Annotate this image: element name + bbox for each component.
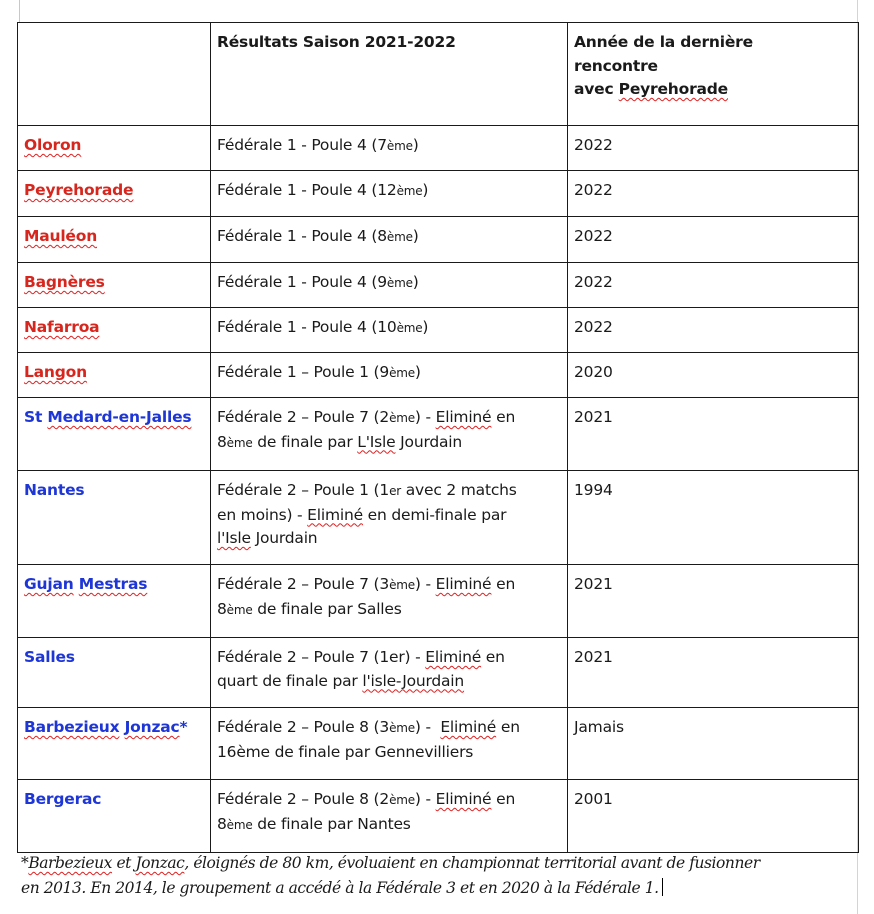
club-cell (18, 171, 211, 217)
year-cell: 1994 (568, 471, 859, 565)
result-division: Fédérale 2 – Poule 7 (3 (217, 575, 390, 593)
year-cell: 2022 (568, 126, 859, 171)
result-cell (211, 263, 568, 308)
header-line-1: Année de la dernière (574, 33, 753, 51)
club-name-prefix: St (24, 408, 48, 426)
result-division: Fédérale 2 – Poule 7 (1er) - (217, 648, 426, 666)
rank-suffix: ème (396, 321, 423, 335)
club-name: Oloron (24, 136, 82, 154)
year-cell: 2021 (568, 638, 859, 708)
rank-suffix: ème (389, 578, 415, 592)
table-row (18, 565, 859, 638)
elimination-rest: en (496, 718, 520, 736)
result-tail: ) (422, 181, 429, 199)
rank-suffix: ème (386, 230, 413, 244)
round-text: 16ème de finale par Gennevilliers (217, 742, 474, 761)
elimination-word: Eliminé (307, 505, 363, 524)
club-cell (18, 398, 211, 471)
result-tail: avec 2 matchs (400, 481, 517, 499)
result-tail: ) (414, 363, 421, 381)
result-division: Fédérale 1 - Poule 4 (7 (217, 136, 387, 154)
elimination-rest: en (491, 575, 516, 593)
elimination-word: Eliminé (440, 718, 497, 736)
result-tail: ) (412, 273, 419, 291)
round-text: de finale par Nantes (252, 814, 411, 833)
rank-suffix: ème (389, 721, 415, 735)
opponent-name: L'Isle (357, 432, 396, 451)
club-footnote-star: * (179, 718, 188, 736)
footnote-star: * (21, 854, 29, 872)
result-cell (211, 126, 568, 171)
club-cell (18, 471, 211, 565)
club-name: Barbezieux (24, 718, 120, 736)
year-cell: 2022 (568, 217, 859, 263)
result-line-2: en moins) - (217, 505, 308, 524)
header-line-3-name: Peyrehorade (618, 80, 728, 98)
year-cell: 2021 (568, 398, 859, 471)
table-header-row (18, 23, 859, 126)
rank-suffix: ème (396, 184, 423, 198)
result-cell (211, 471, 568, 565)
opponent-tail: Jourdain (250, 529, 318, 547)
club-name: Langon (24, 363, 87, 381)
elimination-word: Eliminé (435, 790, 492, 808)
club-cell (18, 308, 211, 353)
club-cell (18, 638, 211, 708)
club-name: Nantes (24, 481, 85, 499)
footnote-club-2: Jonzac (135, 854, 185, 872)
club-name-2: Jonzac (124, 718, 180, 736)
club-name: Nafarroa (24, 318, 100, 336)
year-cell: 2021 (568, 565, 859, 638)
result-tail: ) - (414, 408, 436, 426)
header-cell-results: Résultats Saison 2021-2022 (211, 23, 568, 126)
opponent-tail: Jourdain (395, 432, 463, 451)
rank-suffix: ème (389, 793, 415, 807)
round-number: 8 (217, 432, 227, 451)
text-cursor (662, 878, 663, 896)
result-cell (211, 171, 568, 217)
club-cell (18, 565, 211, 638)
year-cell: 2022 (568, 308, 859, 353)
result-cell (211, 708, 568, 780)
rank-suffix: ème (386, 276, 413, 290)
club-name-2: Mestras (78, 575, 148, 593)
club-name: Peyrehorade (24, 181, 134, 199)
round-suffix: ème (226, 602, 253, 617)
elimination-rest: en demi-finale par (362, 505, 507, 524)
rank-suffix: ème (389, 366, 415, 380)
elimination-rest: en (481, 648, 505, 666)
footnote-line-2: en 2013. En 2014, le groupement a accédé à la Fédérale 3 et en 2020 à la Fédérale 1. (21, 878, 659, 897)
result-division: Fédérale 2 – Poule 7 (2 (217, 408, 390, 426)
result-tail: ) (412, 227, 419, 245)
year-cell: 2001 (568, 780, 859, 853)
year-cell: 2020 (568, 353, 859, 398)
round-text: de finale par (252, 432, 358, 451)
result-cell (211, 353, 568, 398)
table-row (18, 263, 859, 308)
rank-suffix: ème (386, 139, 413, 153)
table-row (18, 308, 859, 353)
table-row (18, 780, 859, 853)
club-name: Medard-en-Jalles (47, 408, 192, 426)
footnote (21, 851, 861, 900)
table-row (18, 708, 859, 780)
footnote-club-1: Barbezieux (28, 854, 112, 872)
club-name: Gujan (24, 575, 74, 593)
round-number: 8 (217, 814, 227, 833)
round-suffix: ème (226, 435, 253, 450)
result-division: Fédérale 2 – Poule 1 (1 (217, 481, 390, 499)
club-cell (18, 708, 211, 780)
club-name: Bagnères (24, 273, 105, 291)
result-cell (211, 217, 568, 263)
table-row (18, 217, 859, 263)
club-cell (18, 126, 211, 171)
table-row (18, 471, 859, 565)
header-line-3-prefix: avec (574, 80, 619, 98)
result-cell (211, 308, 568, 353)
result-tail: ) (422, 318, 429, 336)
result-cell (211, 638, 568, 708)
rank-suffix: er (389, 484, 401, 498)
header-cell-club (18, 23, 211, 126)
result-division: Fédérale 1 - Poule 4 (12 (217, 181, 397, 199)
result-cell (211, 780, 568, 853)
elimination-word: Eliminé (425, 648, 482, 666)
result-division: Fédérale 1 - Poule 4 (9 (217, 273, 387, 291)
results-table (17, 22, 859, 853)
round-number: 8 (217, 599, 227, 618)
elimination-word: Eliminé (435, 408, 492, 426)
table-row (18, 398, 859, 471)
year-cell: Jamais (568, 708, 859, 780)
club-name: Bergerac (24, 790, 102, 808)
club-name: Mauléon (24, 227, 98, 245)
result-tail: ) - (414, 575, 436, 593)
result-tail: ) - (414, 790, 436, 808)
round-suffix: ème (226, 817, 253, 832)
opponent-name: l'Isle (217, 529, 251, 547)
table-row (18, 638, 859, 708)
table-row (18, 126, 859, 171)
year-cell: 2022 (568, 263, 859, 308)
header-cell-last-match (568, 23, 859, 126)
result-division: Fédérale 1 – Poule 1 (9 (217, 363, 390, 381)
club-cell (18, 263, 211, 308)
year-cell: 2022 (568, 171, 859, 217)
elimination-word: Eliminé (435, 575, 492, 593)
round-text: quart de finale par (217, 671, 363, 690)
footnote-line-1: , éloignés de 80 km, évoluaient en championnat territorial avant de fusionner (184, 854, 760, 872)
result-division: Fédérale 2 – Poule 8 (3 (217, 718, 390, 736)
club-cell (18, 217, 211, 263)
elimination-rest: en (491, 790, 516, 808)
elimination-rest: en (491, 408, 516, 426)
result-tail: ) (412, 136, 419, 154)
club-cell (18, 780, 211, 853)
header-line-2: rencontre (574, 56, 658, 75)
table-row (18, 353, 859, 398)
table-row (18, 171, 859, 217)
club-cell (18, 353, 211, 398)
round-text: de finale par Salles (252, 599, 402, 618)
result-cell (211, 398, 568, 471)
club-name: Salles (24, 648, 75, 666)
page-margin-guide-left (19, 0, 20, 22)
result-division: Fédérale 1 - Poule 4 (10 (217, 318, 397, 336)
result-division: Fédérale 1 - Poule 4 (8 (217, 227, 387, 245)
opponent-name: l'isle-Jourdain (362, 671, 465, 690)
result-tail: ) - (414, 718, 441, 736)
footnote-et: et (111, 854, 136, 872)
rank-suffix: ème (389, 411, 415, 425)
result-division: Fédérale 2 – Poule 8 (2 (217, 790, 390, 808)
result-cell (211, 565, 568, 638)
